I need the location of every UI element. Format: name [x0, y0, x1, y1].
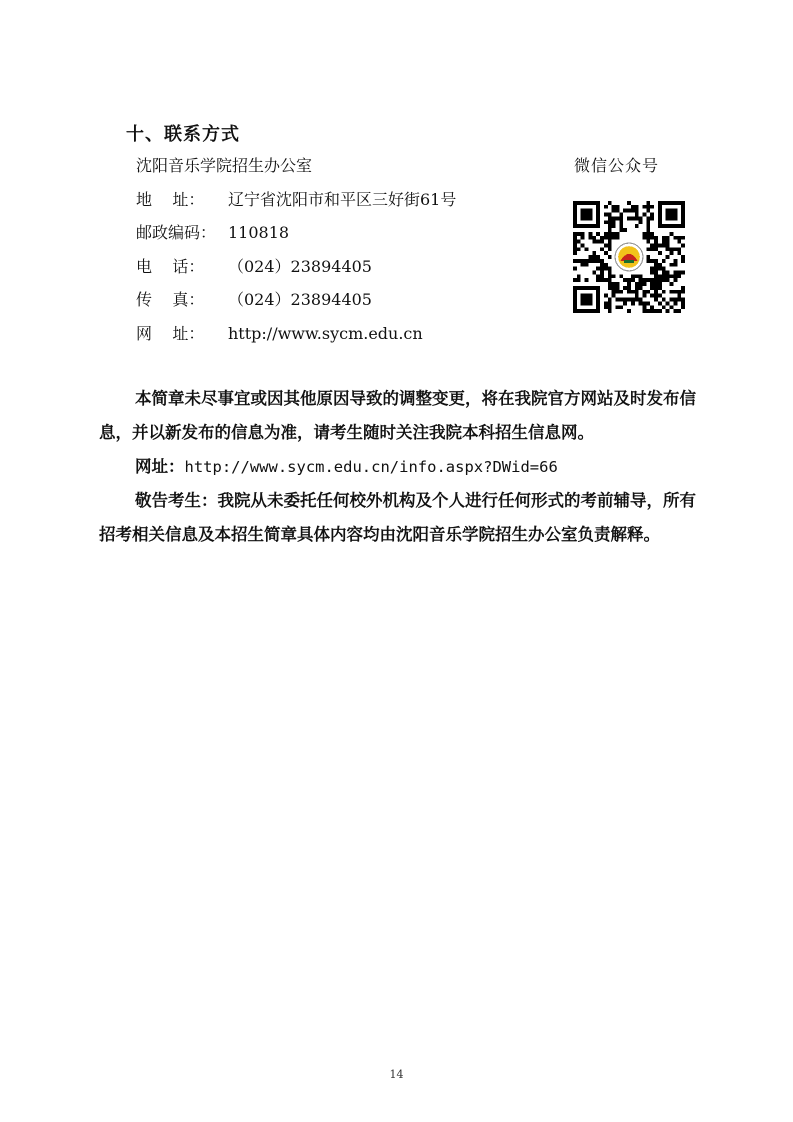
notice-url-line: [99, 450, 699, 484]
phone-value: （024）23894405: [228, 256, 372, 276]
contact-row-phone: [136, 255, 516, 289]
warning-paragraph: 敬告考生：我院从未委托任何校外机构及个人进行任何形式的考前辅导，所有招考相关信息及本招生简章具体内容均由沈阳音乐学院招生办公室负责解释。: [99, 491, 696, 544]
contact-info: [136, 154, 516, 355]
contact-row-website: [136, 322, 516, 356]
url-label: 网址：: [135, 457, 185, 476]
website-label: 网 址：: [136, 323, 205, 343]
fax-label: 传 真：: [136, 290, 205, 309]
website-link[interactable]: http://www.sycm.edu.cn: [228, 323, 423, 343]
page-number: 14: [389, 1068, 404, 1081]
fax-value: （024）23894405: [228, 290, 372, 309]
section-title: 十、联系方式: [126, 124, 240, 145]
wechat-label: 微信公众号: [574, 156, 660, 175]
phone-label: 电 话：: [136, 256, 205, 276]
notice-paragraph: 本简章未尽事宜或因其他原因导致的调整变更，将在我院官方网站及时发布信息，并以新发布的信息为准，请考生随时关注我院本科招生信息网。: [99, 389, 696, 442]
postcode-label: 邮政编码：: [136, 223, 217, 242]
address-label: 地 址：: [136, 189, 205, 209]
office-name: 沈阳音乐学院招生办公室: [136, 156, 313, 175]
qr-code-icon: [573, 201, 685, 313]
notice-section: [99, 382, 699, 552]
contact-row-address: [136, 188, 516, 222]
address-value: 辽宁省沈阳市和平区三好街61号: [228, 189, 457, 209]
notice-url-link[interactable]: http://www.sycm.edu.cn/info.aspx?DWid=66: [184, 458, 558, 476]
contact-row-fax: [136, 288, 516, 322]
contact-row-postcode: [136, 221, 516, 255]
postcode-value: 110818: [228, 223, 290, 242]
